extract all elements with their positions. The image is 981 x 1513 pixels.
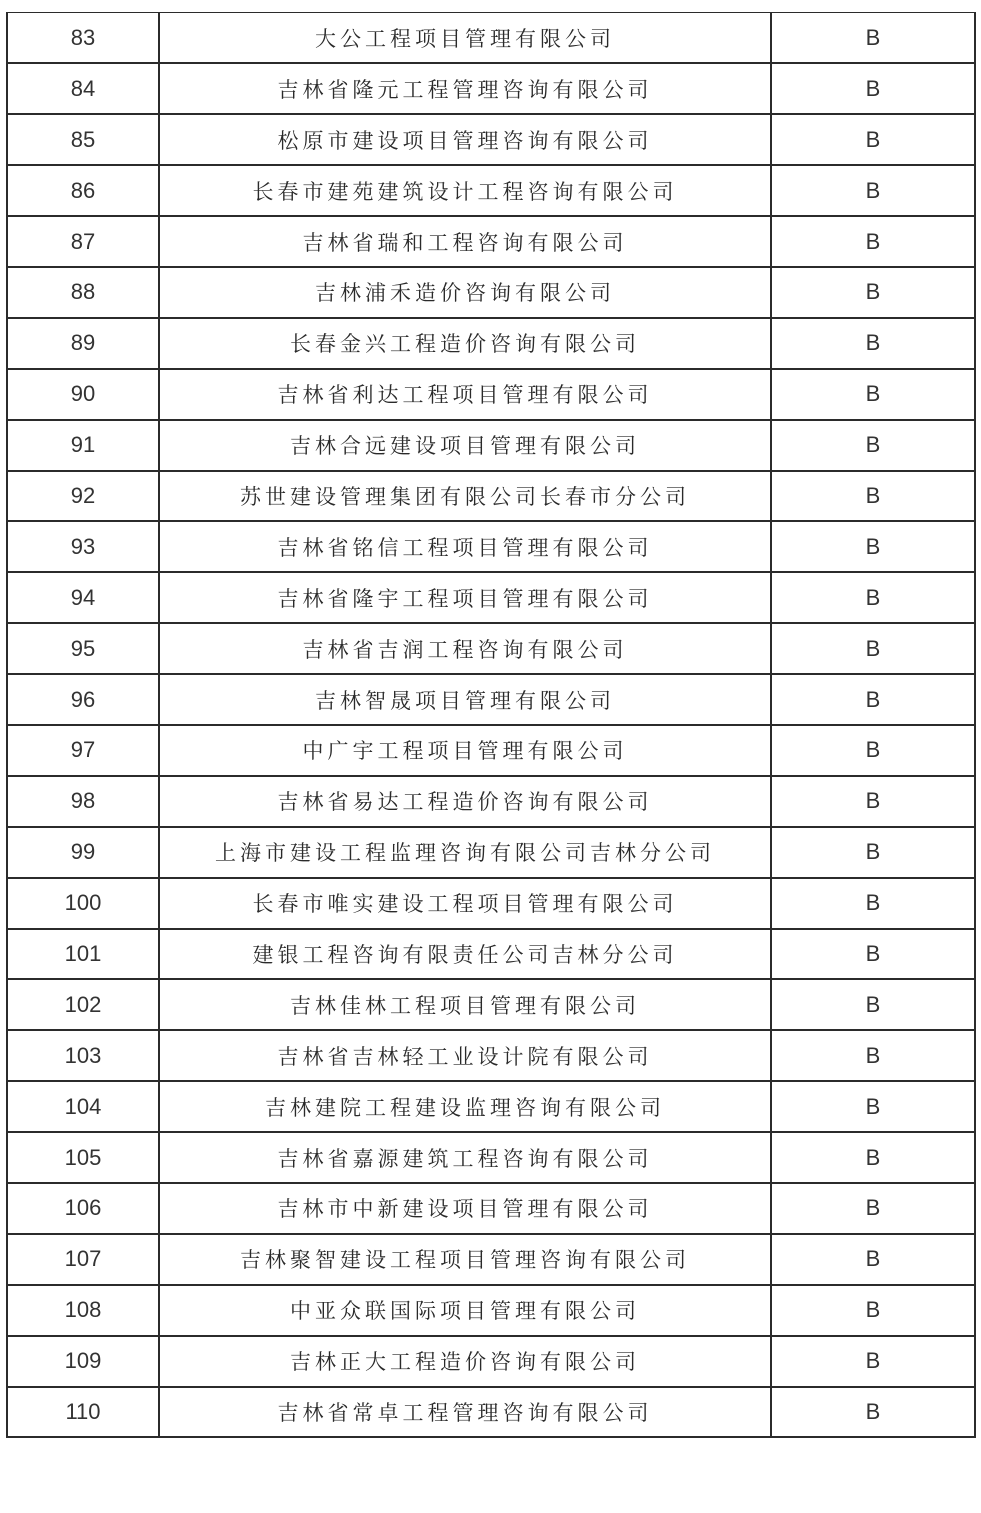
company-name-cell: 吉林佳林工程项目管理有限公司 [159, 979, 771, 1030]
row-number-cell: 98 [7, 776, 159, 827]
row-number-cell: 86 [7, 165, 159, 216]
company-name-cell: 松原市建设项目管理咨询有限公司 [159, 114, 771, 165]
document-page [6, 12, 974, 1438]
grade-cell: B [771, 1336, 975, 1387]
company-name-cell: 吉林省隆宇工程项目管理有限公司 [159, 572, 771, 623]
table-row [7, 63, 975, 114]
company-name-cell: 建银工程咨询有限责任公司吉林分公司 [159, 929, 771, 980]
company-name-cell: 上海市建设工程监理咨询有限公司吉林分公司 [159, 827, 771, 878]
row-number-cell: 99 [7, 827, 159, 878]
company-name-cell: 大公工程项目管理有限公司 [159, 13, 771, 64]
company-name-cell: 吉林智晟项目管理有限公司 [159, 674, 771, 725]
grade-cell: B [771, 63, 975, 114]
row-number-cell: 100 [7, 878, 159, 929]
table-row [7, 1132, 975, 1183]
row-number-cell: 84 [7, 63, 159, 114]
table-row [7, 827, 975, 878]
row-number-cell: 110 [7, 1387, 159, 1438]
table-row [7, 1336, 975, 1387]
row-number-cell: 91 [7, 420, 159, 471]
company-name-cell: 吉林省隆元工程管理咨询有限公司 [159, 63, 771, 114]
row-number-cell: 85 [7, 114, 159, 165]
grade-cell: B [771, 1183, 975, 1234]
row-number-cell: 96 [7, 674, 159, 725]
grade-cell: B [771, 267, 975, 318]
grade-cell: B [771, 114, 975, 165]
company-name-cell: 吉林省易达工程造价咨询有限公司 [159, 776, 771, 827]
row-number-cell: 93 [7, 521, 159, 572]
row-number-cell: 92 [7, 471, 159, 522]
company-name-cell: 吉林市中新建设项目管理有限公司 [159, 1183, 771, 1234]
company-name-cell: 吉林聚智建设工程项目管理咨询有限公司 [159, 1234, 771, 1285]
table-row [7, 165, 975, 216]
table-row [7, 1285, 975, 1336]
company-name-cell: 吉林浦禾造价咨询有限公司 [159, 267, 771, 318]
grade-cell: B [771, 471, 975, 522]
table-row [7, 1387, 975, 1438]
row-number-cell: 89 [7, 318, 159, 369]
row-number-cell: 109 [7, 1336, 159, 1387]
row-number-cell: 101 [7, 929, 159, 980]
table-row [7, 725, 975, 776]
row-number-cell: 102 [7, 979, 159, 1030]
row-number-cell: 95 [7, 623, 159, 674]
row-number-cell: 108 [7, 1285, 159, 1336]
company-name-cell: 中亚众联国际项目管理有限公司 [159, 1285, 771, 1336]
company-name-cell: 吉林省吉林轻工业设计院有限公司 [159, 1030, 771, 1081]
grade-cell: B [771, 674, 975, 725]
grade-cell: B [771, 929, 975, 980]
table-body [7, 13, 975, 1438]
table-row [7, 623, 975, 674]
table-row [7, 420, 975, 471]
company-name-cell: 吉林省嘉源建筑工程咨询有限公司 [159, 1132, 771, 1183]
table-row [7, 1030, 975, 1081]
company-name-cell: 长春市建苑建筑设计工程咨询有限公司 [159, 165, 771, 216]
row-number-cell: 104 [7, 1081, 159, 1132]
row-number-cell: 105 [7, 1132, 159, 1183]
company-name-cell: 苏世建设管理集团有限公司长春市分公司 [159, 471, 771, 522]
table-row [7, 114, 975, 165]
company-name-cell: 长春金兴工程造价咨询有限公司 [159, 318, 771, 369]
grade-cell: B [771, 1081, 975, 1132]
table-row [7, 216, 975, 267]
table-row [7, 318, 975, 369]
grade-cell: B [771, 623, 975, 674]
grade-cell: B [771, 878, 975, 929]
grade-cell: B [771, 572, 975, 623]
table-row [7, 1234, 975, 1285]
company-name-cell: 吉林省利达工程项目管理有限公司 [159, 369, 771, 420]
table-row [7, 878, 975, 929]
grade-cell: B [771, 13, 975, 64]
company-grade-table [6, 12, 976, 1438]
row-number-cell: 87 [7, 216, 159, 267]
grade-cell: B [771, 979, 975, 1030]
company-name-cell: 中广宇工程项目管理有限公司 [159, 725, 771, 776]
company-name-cell: 吉林建院工程建设监理咨询有限公司 [159, 1081, 771, 1132]
row-number-cell: 83 [7, 13, 159, 64]
grade-cell: B [771, 1132, 975, 1183]
company-name-cell: 长春市唯实建设工程项目管理有限公司 [159, 878, 771, 929]
company-name-cell: 吉林省瑞和工程咨询有限公司 [159, 216, 771, 267]
grade-cell: B [771, 725, 975, 776]
grade-cell: B [771, 318, 975, 369]
grade-cell: B [771, 1030, 975, 1081]
table-row [7, 979, 975, 1030]
table-row [7, 929, 975, 980]
company-name-cell: 吉林正大工程造价咨询有限公司 [159, 1336, 771, 1387]
company-name-cell: 吉林合远建设项目管理有限公司 [159, 420, 771, 471]
grade-cell: B [771, 521, 975, 572]
row-number-cell: 90 [7, 369, 159, 420]
grade-cell: B [771, 776, 975, 827]
grade-cell: B [771, 369, 975, 420]
row-number-cell: 88 [7, 267, 159, 318]
grade-cell: B [771, 165, 975, 216]
row-number-cell: 97 [7, 725, 159, 776]
row-number-cell: 107 [7, 1234, 159, 1285]
table-row [7, 776, 975, 827]
table-row [7, 521, 975, 572]
grade-cell: B [771, 1234, 975, 1285]
company-name-cell: 吉林省常卓工程管理咨询有限公司 [159, 1387, 771, 1438]
grade-cell: B [771, 420, 975, 471]
table-row [7, 1183, 975, 1234]
table-row [7, 572, 975, 623]
row-number-cell: 94 [7, 572, 159, 623]
row-number-cell: 106 [7, 1183, 159, 1234]
table-row [7, 13, 975, 64]
company-name-cell: 吉林省铭信工程项目管理有限公司 [159, 521, 771, 572]
grade-cell: B [771, 1387, 975, 1438]
table-row [7, 674, 975, 725]
table-row [7, 369, 975, 420]
grade-cell: B [771, 1285, 975, 1336]
company-name-cell: 吉林省吉润工程咨询有限公司 [159, 623, 771, 674]
row-number-cell: 103 [7, 1030, 159, 1081]
grade-cell: B [771, 827, 975, 878]
table-row [7, 471, 975, 522]
table-row [7, 267, 975, 318]
grade-cell: B [771, 216, 975, 267]
table-row [7, 1081, 975, 1132]
